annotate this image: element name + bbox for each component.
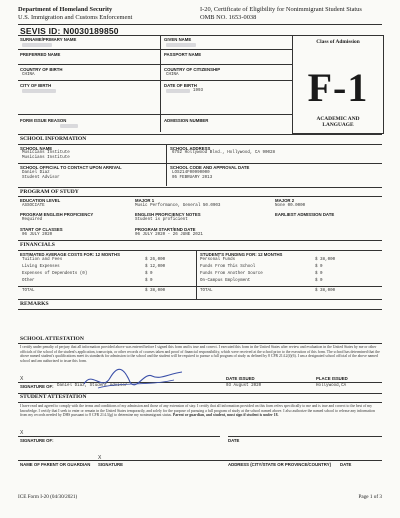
school-address-label: SCHOOL ADDRESS (170, 146, 211, 151)
row-divider (18, 250, 382, 251)
school-official-label: SCHOOL OFFICIAL TO CONTACT UPON ARRIVAL (20, 165, 122, 170)
omb-number: OMB NO. 1653-0038 (200, 14, 257, 21)
school-code-label: SCHOOL CODE AND APPROVAL DATE (170, 165, 250, 170)
student-attestation-body: I have read and agreed to comply with the terms and conditions of my admission and those of any extension of stay. I certify that all information provided on this form refers specifically to me and is true and correct to the best of my knowledge. I certify that I seek to enter or remain in the United States temporarily, and solely for the purpose of pursuing a full program of study at the school named above. I also authorize the named school to release any information from my records needed by DHS pursuant to 8 CFR 214.3(g) to determine my nonimmigrant status. (20, 404, 375, 418)
school-signatory: Daniel Diaz, Student Advisor (57, 384, 128, 388)
header-divider (18, 24, 382, 25)
financials-col-divider (196, 250, 197, 299)
given-name-redacted (166, 43, 196, 47)
sub-agency-name: U.S. Immigration and Customs Enforcement (18, 14, 133, 21)
financials-heading: FINANCIALS (20, 242, 55, 248)
parent-signature-label: SIGNATURE (98, 462, 123, 467)
passport-name-label: PASSPORT NAME (164, 52, 202, 57)
school-sign-x: X (20, 376, 24, 382)
form-version: ICE Form I-20 (04/30/2021) (18, 494, 78, 500)
english-notes-label: ENGLISH PROFICIENCY NOTES (135, 212, 201, 217)
school-col-divider (166, 144, 167, 186)
row-divider (18, 286, 382, 287)
dob-redacted (166, 89, 190, 93)
cost-label: Living Expenses (22, 265, 60, 269)
student-attestation-note: Parent or guardian, and student, must sign if student is under 18. (172, 413, 279, 418)
class-of-admission-box (292, 35, 384, 134)
school-approval-date: 05 FEBRUARY 2013 (172, 176, 213, 180)
place-issued-value: Hollywood,CA (316, 384, 347, 388)
student-signature-label: SIGNATURE OF: (20, 438, 54, 443)
section-divider (18, 299, 382, 300)
date-of-birth-label: DATE OF BIRTH (164, 83, 197, 88)
visa-class: F-1 (307, 65, 369, 110)
parent-name-label: NAME OF PARENT OR GUARDIAN (20, 462, 91, 467)
agency-name: Department of Homeland Security (18, 6, 113, 13)
funding-heading: STUDENT'S FUNDING FOR: 12 MONTHS (200, 252, 283, 257)
city-of-birth-label: CITY OF BIRTH (20, 83, 52, 88)
row-divider (18, 49, 292, 50)
cost-label: Tuition and Fees (22, 258, 63, 262)
school-official-title: Student Advisor (22, 176, 60, 180)
country-of-citizenship-label: COUNTRY OF CITIZENSHIP (164, 67, 221, 72)
student-attestation-heading: STUDENT ATTESTATION (20, 394, 87, 400)
english-notes-value: Student is proficient (135, 218, 188, 222)
funding-label: Funds From This School (200, 265, 256, 269)
funding-amount: $ 0 (315, 279, 323, 283)
cost-label: Expenses of Dependents (0) (22, 272, 88, 276)
major2-label: MAJOR 2 (275, 198, 295, 203)
major2-value: None 00.0000 (275, 204, 306, 208)
cost-label: Other (22, 279, 35, 283)
sevis-value: N0030189850 (63, 26, 119, 36)
student-date-line[interactable] (228, 436, 382, 437)
student-sign-x: X (20, 430, 24, 436)
row-divider (18, 382, 382, 383)
parent-sign-x: X (98, 455, 102, 461)
school-attestation-text: I certify under penalty of perjury that all information provided above was entered before I signed this form and is true and correct. I executed this form in the United States after review and evaluation in the United States by me or other officials of the school of the student's application, transcripts, or other records of courses taken and proof of financial responsibility, which were received at the school prior to the execution of this form. The school has determined that the above named student's qualifications meet its standards for admission to the school and the student will be required to pursue a full program of study as defined by 8 CFR 214.2(f)(6). I am a designated school official of the above named school and am authorized to issue this form. (20, 345, 380, 363)
parent-signature-line[interactable] (18, 460, 382, 461)
row-divider (18, 163, 382, 164)
funding-total-label: TOTAL (200, 289, 213, 293)
funding-amount: $ 38,000 (315, 258, 336, 262)
costs-heading: ESTIMATED AVERAGE COSTS FOR: 12 MONTHS (20, 252, 120, 257)
school-signature-label: SIGNATURE OF: (20, 384, 54, 389)
funding-label: Personal Funds (200, 258, 236, 262)
program-dates-label: PROGRAM START/END DATE (135, 227, 196, 232)
school-info-heading: SCHOOL INFORMATION (20, 136, 87, 142)
funding-label: Funds From Another Source (200, 272, 263, 276)
cost-amount: $ 0 (145, 279, 153, 283)
english-proficiency-value: Required (22, 218, 43, 222)
admission-number-label: ADMISSION NUMBER (164, 118, 209, 123)
personal-divider (18, 35, 292, 36)
place-issued-label: PLACE ISSUED (316, 376, 348, 381)
class-line-1: ACADEMIC AND (316, 116, 360, 122)
section-divider (18, 343, 382, 344)
program-of-study-heading: PROGRAM OF STUDY (20, 189, 79, 195)
row-divider (18, 196, 382, 197)
handwritten-signature (78, 362, 188, 396)
country-of-birth-value: CHINA (22, 73, 35, 77)
funding-amount: $ 0 (315, 265, 323, 269)
date-issued-value: 03 August 2020 (226, 384, 262, 388)
class-of-admission-title: Class of Admission (316, 39, 360, 45)
school-campus-value: Musicians Institute (22, 156, 70, 160)
school-official-name: Daniel Diaz (22, 171, 50, 175)
form-issue-reason-label: FORM ISSUE REASON (20, 118, 67, 123)
form-title: I-20, Certificate of Eligibility for Nonimmigrant Student Status (200, 6, 362, 13)
costs-total-label: TOTAL (22, 289, 35, 293)
student-attestation-text (20, 404, 382, 418)
major1-value: Music Performance, General 50.0903 (135, 204, 221, 208)
funding-label: On-Campus Employment (200, 279, 251, 283)
row-divider (18, 309, 382, 310)
class-line-2: LANGUAGE (322, 122, 354, 128)
costs-total-value: $ 38,000 (145, 289, 166, 293)
issue-reason-redacted (60, 124, 78, 128)
section-divider (18, 240, 382, 241)
row-divider (18, 80, 292, 81)
section-divider (18, 134, 382, 135)
funding-amount: $ 0 (315, 272, 323, 276)
education-level-value: ASSOCIATE (22, 204, 45, 208)
country-of-birth-label: COUNTRY OF BIRTH (20, 67, 63, 72)
program-dates-value: 06 JULY 2020 - 26 JUNE 2021 (135, 233, 203, 237)
education-level-label: EDUCATION LEVEL (20, 198, 61, 203)
row-divider (18, 144, 382, 145)
cost-amount: $ 12,000 (145, 265, 166, 269)
school-attestation-heading: SCHOOL ATTESTATION (20, 336, 84, 342)
parent-address-label: ADDRESS (CITY/STATE OR PROVINCE/COUNTRY) (228, 462, 332, 467)
cost-amount: $ 26,000 (145, 258, 166, 262)
preferred-name-label: PREFERRED NAME (20, 52, 61, 57)
remarks-heading: REMARKS (20, 301, 49, 307)
english-proficiency-label: PROGRAM ENGLISH PROFICIENCY (20, 212, 94, 217)
school-address-value: 6752 Hollywood Blvd., Hollywood, CA 90028 (172, 151, 276, 155)
school-name-label: SCHOOL NAME (20, 146, 53, 151)
date-issued-label: DATE ISSUED (226, 376, 255, 381)
student-date-label: DATE (228, 438, 240, 443)
row-divider (18, 114, 292, 115)
given-name-label: GIVEN NAME (164, 37, 192, 42)
sevis-label: SEVIS ID: (20, 26, 61, 36)
cost-amount: $ 0 (145, 272, 153, 276)
funding-total-value: $ 38,000 (315, 289, 336, 293)
page-number: Page 1 of 3 (358, 494, 382, 500)
start-of-classes-label: START OF CLASSES (20, 227, 63, 232)
row-divider (18, 64, 292, 65)
date-of-birth-value: 1993 (193, 89, 204, 93)
section-divider (18, 187, 382, 188)
country-of-citizenship-value: CHINA (166, 73, 179, 77)
row-divider (18, 402, 382, 403)
start-of-classes-value: 06 JULY 2020 (22, 233, 53, 237)
surname-redacted (22, 43, 52, 47)
visa-class-description (293, 116, 383, 128)
earliest-admission-label: EARLIEST ADMISSION DATE (275, 212, 335, 217)
school-name-value: Musicians Institute (22, 151, 70, 155)
form-header-title (200, 6, 362, 22)
student-signature-line[interactable] (18, 436, 220, 437)
school-code-value: LOS214F00990000 (172, 171, 210, 175)
surname-label: SURNAME/PRIMARY NAME (20, 37, 77, 42)
major1-label: MAJOR 1 (135, 198, 155, 203)
city-of-birth-redacted (22, 89, 56, 93)
parent-date-label: DATE (340, 462, 352, 467)
form-header-agency (18, 6, 132, 22)
